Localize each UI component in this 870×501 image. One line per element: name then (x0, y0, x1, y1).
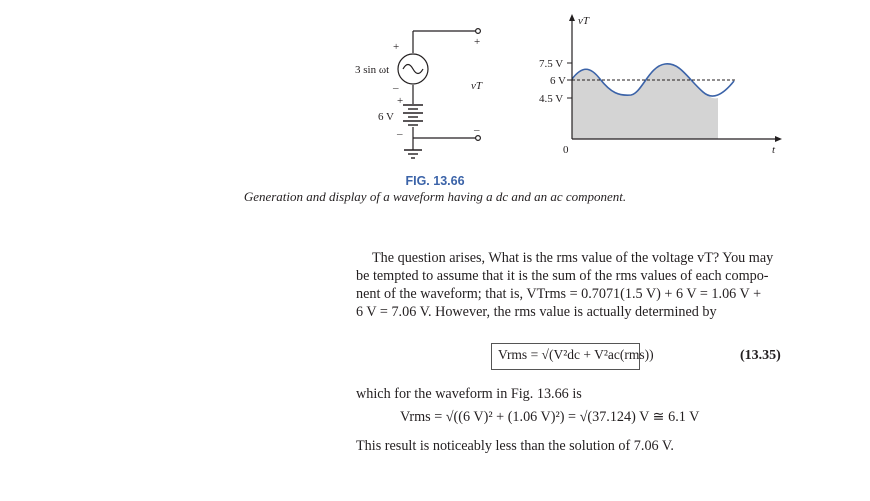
y-axis-arrow-icon (569, 14, 575, 21)
figure-caption: Generation and display of a waveform having a dc and an ac component. (243, 189, 627, 204)
figure-number: FIG. 13.66 (405, 174, 465, 188)
paragraph-line-3: nent of the waveform; that is, VTrms = 0.7071(1.5 V) + 6 V = 1.06 V + (356, 286, 762, 302)
y-axis-label: vT (578, 15, 589, 27)
paragraph-line-2: be tempted to assume that it is the sum of the rms values of each compo- (356, 268, 769, 284)
lead-in-text: which for the waveform in Fig. 13.66 is (356, 386, 582, 402)
x-axis-label: t (772, 144, 776, 156)
rms-calculation: Vrms = √((6 V)² + (1.06 V)²) = √(37.124) V ≅ 6.1 V (400, 409, 700, 425)
paragraph-line-4: 6 V = 7.06 V. However, the rms value is actually determined by (356, 304, 717, 320)
waveform-graph (539, 14, 782, 156)
terminal-minus: – (474, 124, 480, 136)
rms-formula: Vrms = √(V²dc + V²ac(rms)) (498, 347, 654, 362)
terminal-plus: + (474, 36, 481, 48)
paragraph-line-1: The question arises, What is the rms value of the voltage vT? You may (372, 250, 774, 266)
vt-label: vT (471, 80, 482, 92)
battery-label: 6 V (378, 111, 394, 123)
body-paragraph (356, 249, 784, 321)
terminal-bottom (476, 136, 481, 141)
source-plus: + (393, 41, 400, 53)
tick-6v: 6 V (550, 75, 566, 87)
battery-plus: + (397, 95, 404, 107)
x-axis-arrow-icon (775, 136, 782, 142)
source-label: 3 sin ωt (355, 64, 390, 76)
battery-icon (403, 105, 423, 125)
equation-number: (13.35) (740, 348, 781, 363)
waveform-fill (572, 64, 718, 139)
circuit-diagram (398, 29, 480, 158)
origin-label: 0 (563, 144, 569, 156)
result-text: This result is noticeably less than the solution of 7.06 V. (356, 438, 674, 454)
figure-13-66 (0, 0, 870, 170)
tick-7-5v: 7.5 V (539, 58, 564, 70)
terminal-top (476, 29, 481, 34)
tick-4-5v: 4.5 V (539, 93, 564, 105)
ground-icon (404, 150, 422, 158)
battery-minus: – (397, 128, 403, 140)
rms-formula-box (491, 343, 654, 370)
source-minus: – (393, 82, 399, 94)
